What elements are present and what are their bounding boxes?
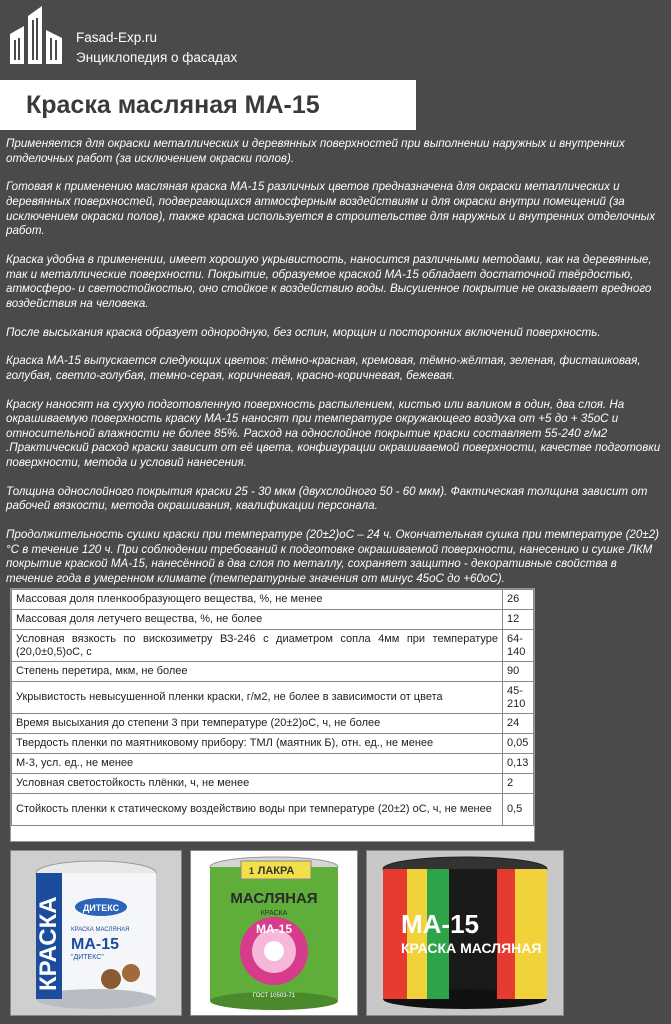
site-subtitle: Энциклопедия о фасадах <box>76 50 238 65</box>
can1-brand: ДИТЕКС <box>82 903 120 913</box>
can3-model: МА-15 <box>401 909 480 939</box>
can2-model: МА-15 <box>255 922 293 936</box>
table-row <box>12 714 534 734</box>
spec-value: 64-140 <box>503 630 534 662</box>
product-photo-lakra <box>190 850 358 1016</box>
product-photo-ditex <box>10 850 182 1016</box>
spec-value: 45-210 <box>503 682 534 714</box>
can2-sub: КРАСКА <box>260 910 288 917</box>
spec-label: Степень перетира, мкм, не более <box>12 662 503 682</box>
spec-label: Условная светостойкость плёнки, ч, не менее <box>12 774 503 794</box>
table-row <box>12 682 534 714</box>
paragraph-drying: Продолжительность сушки краски при температуре (20±2)оС – 24 ч. Окончательная сушка при температуре (20±2)°С в течение 120 ч. При соблюдении требований к подготовке окрашиваемой поверхности, нанесению и сушке ЛКМ покрытие краской МА-15, нанесённой в два слоя по металлу, сохраняет защитно - декоративные свойства в течение года в умеренном климате (температурные значения от минус 45оС до +60оС). <box>6 528 660 585</box>
spec-label: Твердость пленки по маятниковому прибору: ТМЛ (маятник Б), отн. ед., не менее <box>12 734 503 754</box>
can2-gost: ГОСТ 10503-71 <box>252 993 296 999</box>
can1-model: МА-15 <box>71 936 120 953</box>
title-banner <box>0 80 416 130</box>
table-row <box>12 794 534 826</box>
specs-table-container <box>10 588 535 842</box>
spec-value: 2 <box>503 774 534 794</box>
page-title: Краска масляная МА-15 <box>26 91 320 119</box>
paragraph-thickness: Толщина однослойного покрытия краски 25 - 30 мкм (двухслойного 50 - 60 мкм). Фактическая толщина зависит от рабочей вязкости, метода окрашивания, квалификации персонала. <box>6 484 648 513</box>
can1-sub: "ДИТЕКС" <box>71 954 104 961</box>
spec-value: 26 <box>503 590 534 610</box>
can3-sub: КРАСКА МАСЛЯНАЯ <box>401 940 542 956</box>
paint-can-lakra-image <box>191 851 357 1015</box>
spec-value: 0,05 <box>503 734 534 754</box>
table-row <box>12 774 534 794</box>
paragraph-usage: Применяется для окраски металлических и деревянных поверхностей при выполнении наружных и внутренних отделочных работ (за исключением окраски полов). <box>6 137 625 165</box>
table-row <box>12 630 534 662</box>
can2-brand: ЛАКРА <box>257 865 295 877</box>
spec-label: Массовая доля пленкообразующего вещества, %, не менее <box>12 590 503 610</box>
can1-small-label: КРАСКА МАСЛЯНАЯ <box>71 927 130 933</box>
can2-name: МАСЛЯНАЯ <box>230 890 318 907</box>
paragraph-properties: Краска удобна в применении, имеет хорошую укрывистость, наносится различными методами, как на деревянные, так и металлические поверхности. Покрытие, образуемое краской МА-15 обладает достаточной твёрдостью, атмосферо- и светостойкостью, оно стойкое к воздействию воды. Высушенное покрытие не оказывает вредного воздействия на человека. <box>6 252 652 310</box>
spec-value: 0,5 <box>503 794 534 826</box>
spec-label: Укрывистость невысушенной пленки краски, г/м2, не более в зависимости от цвета <box>12 682 503 714</box>
paint-can-ditex-image <box>11 851 181 1015</box>
paint-can-ma15-image <box>367 851 563 1015</box>
table-row <box>12 590 534 610</box>
spec-label: Время высыхания до степени 3 при температуре (20±2)оС, ч, не более <box>12 714 503 734</box>
paragraph-colors: Краска МА-15 выпускается следующих цветов: тёмно-красная, кремовая, тёмно-жёлтая, зеленая, фисташковая, голубая, светло-голубая, темно-серая, коричневая, красно-коричневая, бежевая. <box>6 354 641 382</box>
table-row <box>12 754 534 774</box>
spec-label: М-3, усл. ед., не менее <box>12 754 503 774</box>
spec-label: Стойкость пленки к статическому воздействию воды при температуре (20±2) оС, ч, не менее <box>12 794 503 826</box>
table-row <box>12 610 534 630</box>
product-photo-ma15 <box>366 850 564 1016</box>
spec-value: 12 <box>503 610 534 630</box>
spec-label: Массовая доля летучего вещества, %, не более <box>12 610 503 630</box>
building-logo-icon[interactable] <box>6 4 66 68</box>
paragraph-application: Краску наносят на сухую подготовленную поверхность распылением, кистью или валиком в один, два слоя. На окрашиваемую поверхность краску МА-15 наносят при температуре окружающего воздуха от +5 до + 35оС и относительной влажности не более 85%. Расход на однослойное покрытие краски составляет 55-240 г/м2 .Практический расход краски зависит от её цвета, конфигурации окрашиваемой поверхности, качестве подготовки поверхности, метода и условий нанесения. <box>6 397 661 470</box>
specs-table <box>11 589 534 826</box>
spec-label: Условная вязкость по вискозиметру ВЗ-246 с диаметром сопла 4мм при температуре (20,0±0,5)оС, с <box>12 630 503 662</box>
spec-value: 0,13 <box>503 754 534 774</box>
spec-value: 90 <box>503 662 534 682</box>
can1-vertical-word: КРАСКА <box>35 896 62 991</box>
site-header <box>0 0 671 78</box>
paragraph-surface: После высыхания краска образует однородную, без оспин, морщин и посторонних включений поверхность. <box>6 325 601 339</box>
table-row <box>12 734 534 754</box>
article-body <box>6 137 666 601</box>
paragraph-description: Готовая к применению масляная краска МА-15 различных цветов предназначена для окраски металлических и деревянных поверхностей, подвергающихся атмосферным воздействиям и для окраски внутри помещений (за исключением окраски полов), также краска используется в строительстве для наружных и внутренних отделочных работ. <box>6 180 656 238</box>
site-name[interactable]: Fasad-Exp.ru <box>76 30 158 45</box>
table-row <box>12 662 534 682</box>
spec-value: 24 <box>503 714 534 734</box>
can2-brand-num: 1 <box>249 866 255 876</box>
